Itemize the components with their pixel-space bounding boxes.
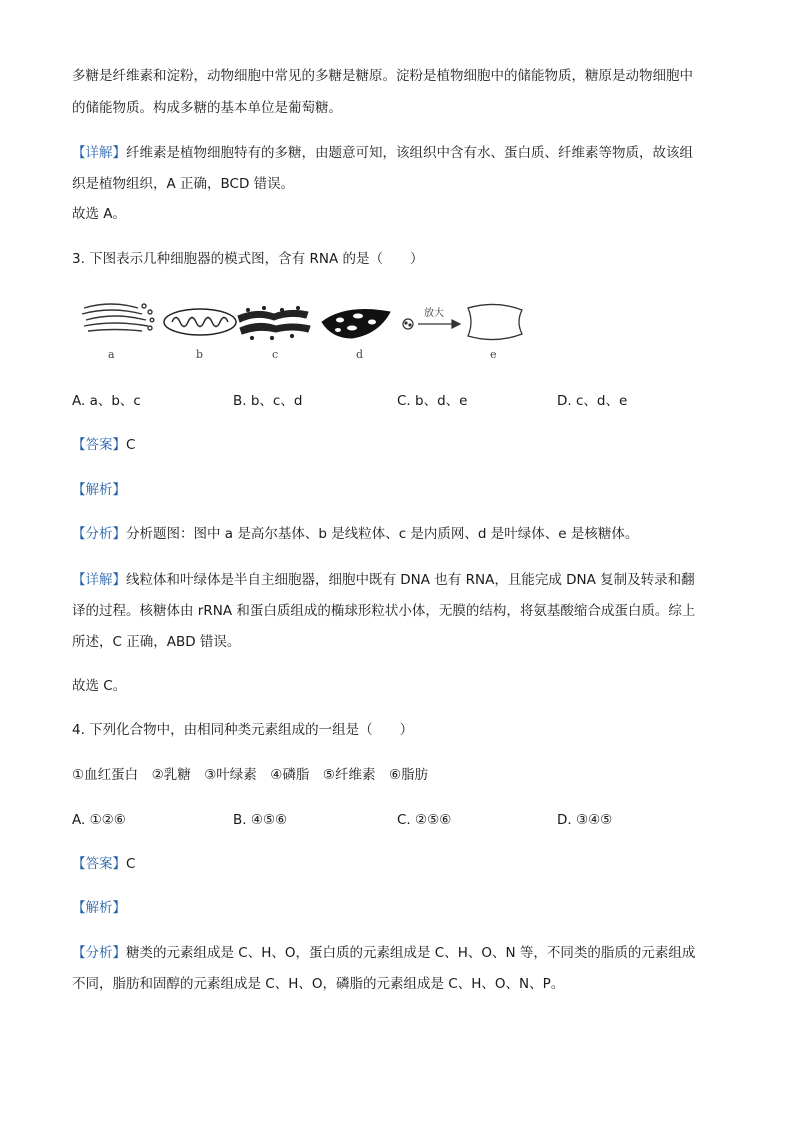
q4-answer bbox=[72, 854, 135, 874]
q4-fenxi-line-2: 不同，脂肪和固醇的元素组成是 C、H、O，磷脂的元素组成是 C、H、O、N、P。 bbox=[72, 976, 565, 992]
detail-text: 线粒体和叶绿体是半自主细胞器，细胞中既有 DNA 也有 RNA，且能完成 DNA 复制及转录和翻 bbox=[126, 572, 695, 588]
q4-fenxi-line-1 bbox=[72, 943, 695, 963]
ribosome-drawing bbox=[403, 319, 413, 329]
fenxi-text: 分析题图：图中 a 是高尔基体、b 是线粒体、c 是内质网、d 是叶绿体、e 是核糖体。 bbox=[126, 526, 639, 542]
arrow-text: 放大 bbox=[424, 308, 444, 319]
figure-label-c: c bbox=[272, 348, 279, 361]
q4-analysis-tag: 【解析】 bbox=[72, 900, 126, 916]
detail-tag: 【详解】 bbox=[72, 145, 126, 161]
q3-detail-line-2: 译的过程。核糖体由 rRNA 和蛋白质组成的椭球形粒状小体，无膜的结构，将氨基酸缩合成蛋白质。综上 bbox=[72, 603, 696, 619]
q3-option-a: A. a、b、c bbox=[72, 393, 141, 409]
organelle-diagram bbox=[76, 298, 536, 362]
q4-option-d: D. ③④⑤ bbox=[557, 812, 613, 828]
answer-tag: 【答案】 bbox=[72, 856, 126, 872]
q3-detail-line-3: 所述，C 正确，ABD 错误。 bbox=[72, 634, 241, 650]
q4-stem: 4. 下列化合物中，由相同种类元素组成的一组是（ ） bbox=[72, 722, 414, 738]
q3-analysis-tag: 【解析】 bbox=[72, 482, 126, 498]
q4-option-c: C. ②⑤⑥ bbox=[397, 812, 452, 828]
q3-detail-line-1 bbox=[72, 570, 695, 590]
q4-items: ①血红蛋白 ②乳糖 ③叶绿素 ④磷脂 ⑤纤维素 ⑥脂肪 bbox=[72, 767, 429, 783]
er-drawing bbox=[238, 306, 310, 339]
detail-tag: 【详解】 bbox=[72, 572, 126, 588]
golgi-drawing bbox=[82, 304, 154, 331]
q3-fenxi bbox=[72, 524, 638, 544]
figure-label-d: d bbox=[356, 348, 364, 361]
fenxi-text: 糖类的元素组成是 C、H、O，蛋白质的元素组成是 C、H、O、N 等，不同类的脂质的元素组成 bbox=[126, 945, 696, 961]
figure-label-b: b bbox=[196, 348, 204, 361]
figure-label-a: a bbox=[108, 348, 115, 361]
q2-text-line-2: 的储能物质。构成多糖的基本单位是葡萄糖。 bbox=[72, 100, 342, 116]
q4-option-a: A. ①②⑥ bbox=[72, 812, 126, 828]
enlarge-arrow bbox=[418, 320, 460, 328]
mitochondrion-drawing bbox=[164, 309, 236, 335]
fenxi-tag: 【分析】 bbox=[72, 526, 126, 542]
q2-detail-line-1 bbox=[72, 143, 693, 163]
q3-option-d: D. c、d、e bbox=[557, 393, 628, 409]
q2-detail-line-2: 织是植物组织，A 正确，BCD 错误。 bbox=[72, 176, 295, 192]
chloroplast-drawing bbox=[322, 310, 390, 338]
q3-answer bbox=[72, 435, 135, 455]
q3-option-c: C. b、d、e bbox=[397, 393, 468, 409]
q3-stem: 3. 下图表示几种细胞器的模式图，含有 RNA 的是（ ） bbox=[72, 251, 424, 267]
answer-value: C bbox=[126, 856, 136, 872]
fenxi-tag: 【分析】 bbox=[72, 945, 126, 961]
q2-text-line-1: 多糖是纤维素和淀粉，动物细胞中常见的多糖是糖原。淀粉是植物细胞中的储能物质，糖原是动物细胞中 bbox=[72, 68, 693, 84]
q4-option-b: B. ④⑤⑥ bbox=[233, 812, 288, 828]
q3-option-b: B. b、c、d bbox=[233, 393, 303, 409]
answer-value: C bbox=[126, 437, 136, 453]
detail-text: 纤维素是植物细胞特有的多糖，由题意可知，该组织中含有水、蛋白质、纤维素等物质，故该组 bbox=[126, 145, 693, 161]
figure-label-e: e bbox=[490, 348, 497, 361]
ribosome-enlarged-drawing bbox=[468, 304, 522, 339]
organelle-figure bbox=[76, 298, 536, 362]
q2-choose: 故选 A。 bbox=[72, 206, 127, 222]
answer-tag: 【答案】 bbox=[72, 437, 126, 453]
q3-choose: 故选 C。 bbox=[72, 678, 127, 694]
